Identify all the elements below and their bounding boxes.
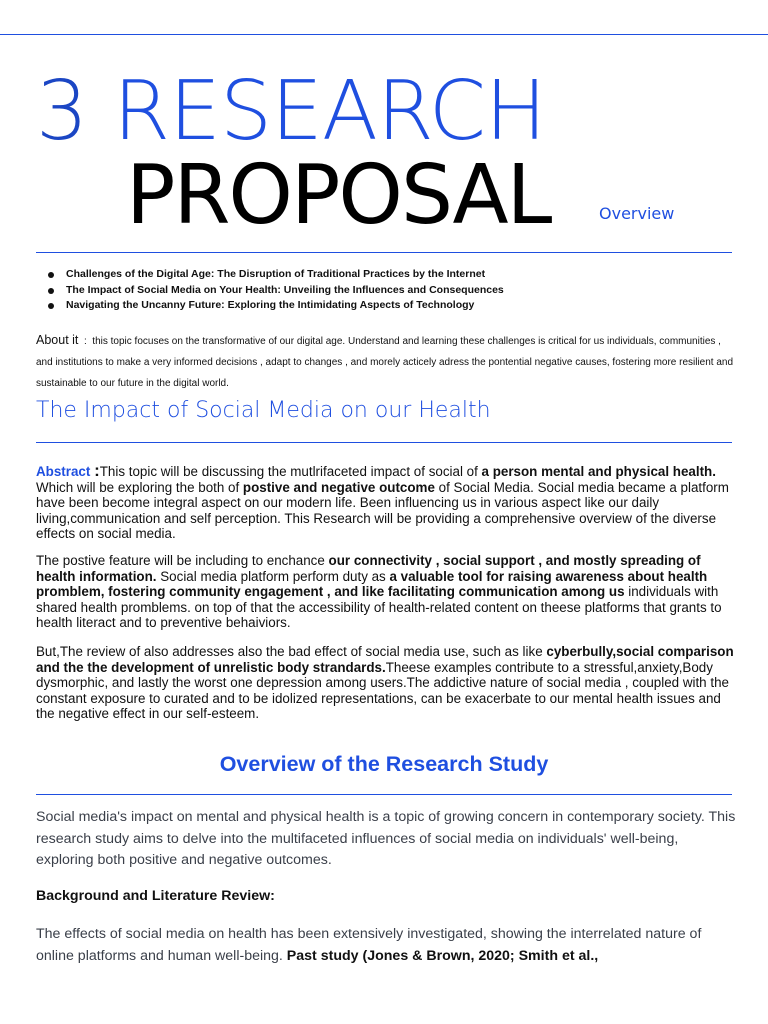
divider-hero	[36, 252, 732, 253]
negative-text: Theese examples contribute to a stressful,anxiety,Body dysmorphic, and lastly the worst one depression among users.The addictive nature of social media , coupled with the constant exposure to curated and to be idolized representations, can be exacerbate to our mental health issues and the negative effect in our self-esteem.	[36, 659, 729, 722]
abstract-bold: postive and negative outcome	[242, 479, 435, 495]
negative-text: But,The review of also addresses also the bad effect of social media use, such as like	[36, 644, 547, 659]
positive-text: The postive feature will be including to enchance	[36, 553, 329, 568]
hero-line-research	[36, 64, 546, 160]
abstract-colon: :	[94, 461, 100, 480]
hero-title	[36, 64, 736, 243]
positive-text: Social media platform perform duty as	[156, 568, 390, 584]
abstract-lead: Abstract	[36, 464, 91, 479]
abstract-text: This topic will be discussing the mutlrifaceted impact of social of	[99, 464, 482, 479]
positive-bold: a valuable tool for raising awareness about health promblem, fostering community engagement , and like facilitating communication among us	[36, 568, 708, 600]
background-paragraph	[36, 924, 736, 967]
section-title-impact: The Impact of Social Media on our Health	[36, 398, 491, 423]
topic-list-item: Navigating the Uncanny Future: Exploring the Intimidating Aspects of Technology	[46, 298, 504, 314]
divider-overview	[36, 794, 732, 795]
about-lead: About it	[36, 333, 79, 347]
topic-list-item: The Impact of Social Media on Your Health: Unveiling the Influences and Consequences	[46, 283, 504, 299]
topic-list	[46, 267, 504, 314]
negative-paragraph	[36, 644, 736, 722]
about-text: this topic focuses on the transformative of our digital age. Understand and learning these challenges is critical for us individuals, communities , and institutions to make a very informed decisions , adapt to changes , and morely acticely adress the pontential negative causes, fostering more resilient and sustainable to our future in the digital world.	[36, 336, 734, 389]
section-title-overview: Overview of the Research Study	[219, 752, 549, 776]
abstract-text: Which will be exploring the both of	[36, 479, 243, 495]
positive-text: individuals with shared health promblems. on top of that the accessibility of health-related content on theese platforms that grants to health literact and to preventive behaiviors.	[36, 584, 722, 631]
overview-paragraph: Social media's impact on mental and physical health is a topic of growing concern in contemporary society. This research study aims to delve into the multifaceted influences of social media on individuals' well-being, exploring both positive and negative outcomes.	[36, 809, 736, 868]
background-text: The effects of social media on health has been extensively investigated, showing the interrelated nature of online platforms and human well-being.	[36, 926, 702, 964]
hero-word-research: RESEARCH	[113, 64, 546, 159]
divider-impact	[36, 442, 732, 443]
background-bold: Past study (Jones & Brown, 2020; Smith et al.,	[286, 947, 599, 964]
background-heading: Background and Literature Review:	[36, 888, 275, 904]
chapter-number: 3	[36, 64, 88, 159]
hero-overview-label: Overview	[599, 204, 675, 223]
about-paragraph	[36, 330, 736, 394]
top-rule	[0, 34, 768, 35]
hero-word-proposal: PROPOSAL	[126, 148, 551, 243]
positive-paragraph	[36, 553, 736, 631]
abstract-paragraph	[36, 463, 736, 542]
positive-bold: our connectivity , social support , and mostly spreading of health information.	[36, 553, 701, 584]
abstract-text: of Social Media. Social media became a platform have been become integral aspect on our modern life. Been influencing us in various aspect like our daily living,communication and self perception. This Research will be providing a comprehensive overview of the diverse effects on social media.	[36, 479, 729, 542]
about-separator: :	[83, 336, 87, 347]
topic-list-item: Challenges of the Digital Age: The Disruption of Traditional Practices by the Internet	[46, 267, 504, 283]
negative-bold: cyberbully,social comparison and the the development of unrelistic body strandards.	[36, 644, 734, 675]
abstract-bold: a person mental and physical health.	[481, 464, 716, 479]
